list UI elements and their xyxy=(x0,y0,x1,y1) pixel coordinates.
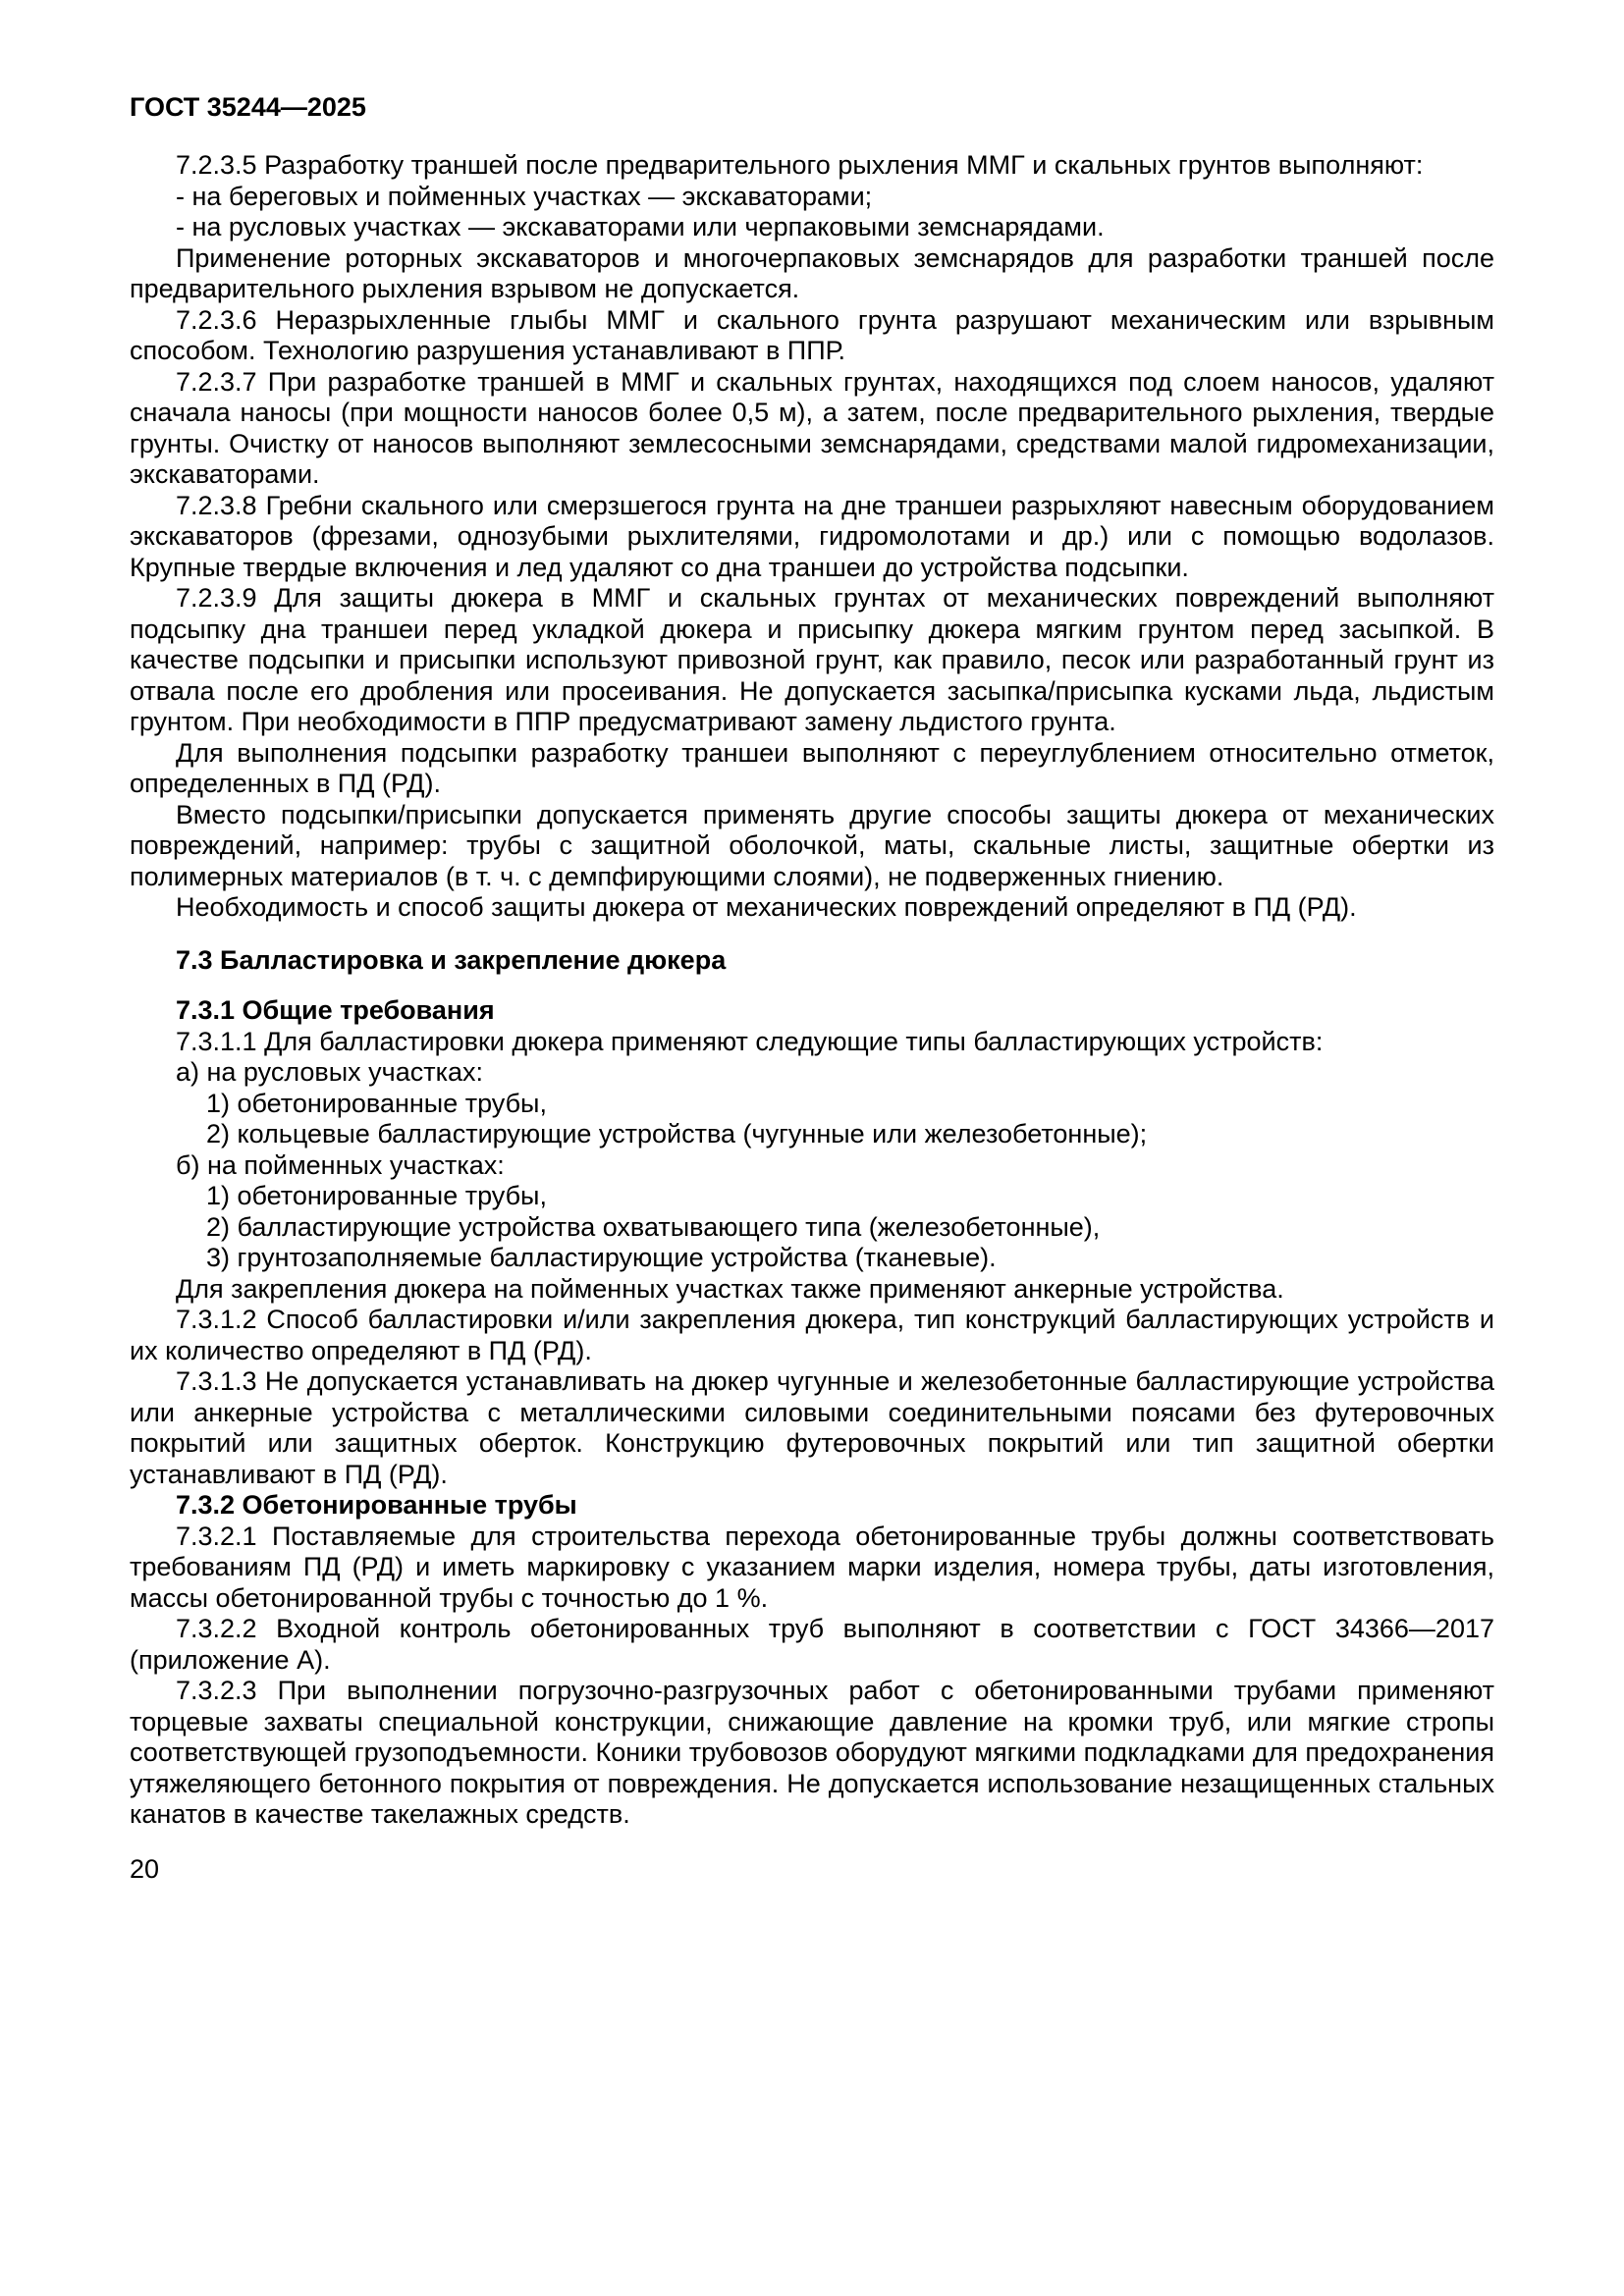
paragraph: б) на пойменных участках: xyxy=(176,1149,505,1180)
section-heading: 7.3.2 Обетонированные трубы xyxy=(176,1490,577,1520)
paragraph: 7.2.3.7 При разработке траншей в ММГ и скальных грунтах, находящихся под слоем наносов, удаляют сначала наносы (при мощности наносов более 0,5 м), а затем, после предварительного рыхления, твердые грунты. Очистку от наносов выполняют землесосными земснарядами, средствами малой гидромеханизации, экскаваторами. xyxy=(130,366,1494,489)
paragraph: Вместо подсыпки/присыпки допускается применять другие способы защиты дюкера от механических повреждений, например: трубы с защитной оболочкой, маты, скальные листы, защитные обертки из полимерных материалов (в т. ч. с демпфирующими слоями), не подверженных гниению. xyxy=(130,799,1494,891)
paragraph: 2) балластирующие устройства охватывающего типа (железобетонные), xyxy=(206,1211,1101,1242)
paragraph: 1) обетонированные трубы, xyxy=(206,1181,547,1210)
paragraph: 7.2.3.6 Неразрыхленные глыбы ММГ и скального грунта разрушают механическим или взрывным способом. Технологию разрушения устанавливают в ППР. xyxy=(130,304,1494,365)
section-heading: 7.3.1 Общие требования xyxy=(176,995,495,1025)
paragraph: - на береговых и пойменных участках — экскаваторами; xyxy=(176,181,873,211)
paragraph: 7.3.2.1 Поставляемые для строительства перехода обетонированные трубы должны соответствовать требованиям ПД (РД) и иметь маркировку с указанием марки изделия, номера трубы, даты изготовления, массы обетонированной трубы с точностью до 1 %. xyxy=(130,1521,1494,1613)
paragraph: Применение роторных экскаваторов и многочерпаковых земснарядов для разработки траншей после предварительного рыхления взрывом не допускается. xyxy=(130,242,1494,303)
document-body xyxy=(130,150,1494,1831)
paragraph: 7.3.2.3 При выполнении погрузочно-разгрузочных работ с обетонированными трубами применяют торцевые захваты специальной конструкции, снижающие давление на кромки труб, или мягкие стропы соответствующей грузоподъемности. Коники трубовозов оборудуют мягкими подкладками для предохранения утяжеляющего бетонного покрытия от повреждения. Не допускается использование незащищенных стальных канатов в качестве такелажных средств. xyxy=(130,1676,1494,1829)
paragraph: 1) обетонированные трубы, xyxy=(206,1088,547,1118)
paragraph: Для выполнения подсыпки разработку траншеи выполняют с переуглублением относительно отметок, определенных в ПД (РД). xyxy=(130,737,1494,798)
paragraph: 3) грунтозаполняемые балластирующие устройства (тканевые). xyxy=(206,1243,997,1272)
paragraph: 2) кольцевые балластирующие устройства (чугунные или железобетонные); xyxy=(206,1119,1148,1148)
paragraph: 7.3.1.3 Не допускается устанавливать на дюкер чугунные и железобетонные балластирующие устройства или анкерные устройства с металлическими силовыми соединительными поясами без футеровочных покрытий или защитных оберток. Конструкцию футеровочных покрытий или тип защитной обертки устанавливают в ПД (РД). xyxy=(130,1366,1494,1489)
paragraph: 7.3.2.2 Входной контроль обетонированных труб выполняют в соответствии с ГОСТ 34366—2017 (приложение А). xyxy=(130,1614,1494,1675)
paragraph: 7.2.3.9 Для защиты дюкера в ММГ и скальных грунтах от механических повреждений выполняют подсыпку дна траншеи перед укладкой дюкера и присыпку дюкера мягким грунтом перед засыпкой. В качестве подсыпки и присыпки используют привозной грунт, как правило, песок или разработанный грунт из отвала после его дробления или просеивания. Не допускается засыпка/присыпка кусками льда, льдистым грунтом. При необходимости в ППР предусматривают замену льдистого грунта. xyxy=(130,583,1494,736)
paragraph: Для закрепления дюкера на пойменных участках также применяют анкерные устройства. xyxy=(176,1273,1284,1304)
paragraph: Необходимость и способ защиты дюкера от механических повреждений определяют в ПД (РД). xyxy=(176,892,1357,922)
paragraph: 7.3.1.2 Способ балластировки и/или закрепления дюкера, тип конструкций балластирующих устройств и их количество определяют в ПД (РД). xyxy=(130,1305,1494,1365)
section-heading: 7.3 Балластировка и закрепление дюкера xyxy=(176,944,727,975)
paragraph: 7.3.1.1 Для балластировки дюкера применяют следующие типы балластирующих устройств: xyxy=(176,1026,1324,1056)
paragraph: - на русловых участках — экскаваторами или черпаковыми земснарядами. xyxy=(176,212,1105,241)
page-number: 20 xyxy=(130,1853,160,1884)
paragraph: 7.2.3.5 Разработку траншей после предварительного рыхления ММГ и скальных грунтов выполняют: xyxy=(176,150,1424,180)
paragraph: 7.2.3.8 Гребни скального или смерзшегося грунта на дне траншеи разрыхляют навесным оборудованием экскаваторов (фрезами, однозубыми рыхлителями, гидромолотами и др.) или с помощью водолазов. Крупные твердые включения и лед удаляют со дна траншеи до устройства подсыпки. xyxy=(130,490,1494,582)
document-header-title: ГОСТ 35244—2025 xyxy=(130,92,366,122)
paragraph: а) на русловых участках: xyxy=(176,1057,484,1087)
